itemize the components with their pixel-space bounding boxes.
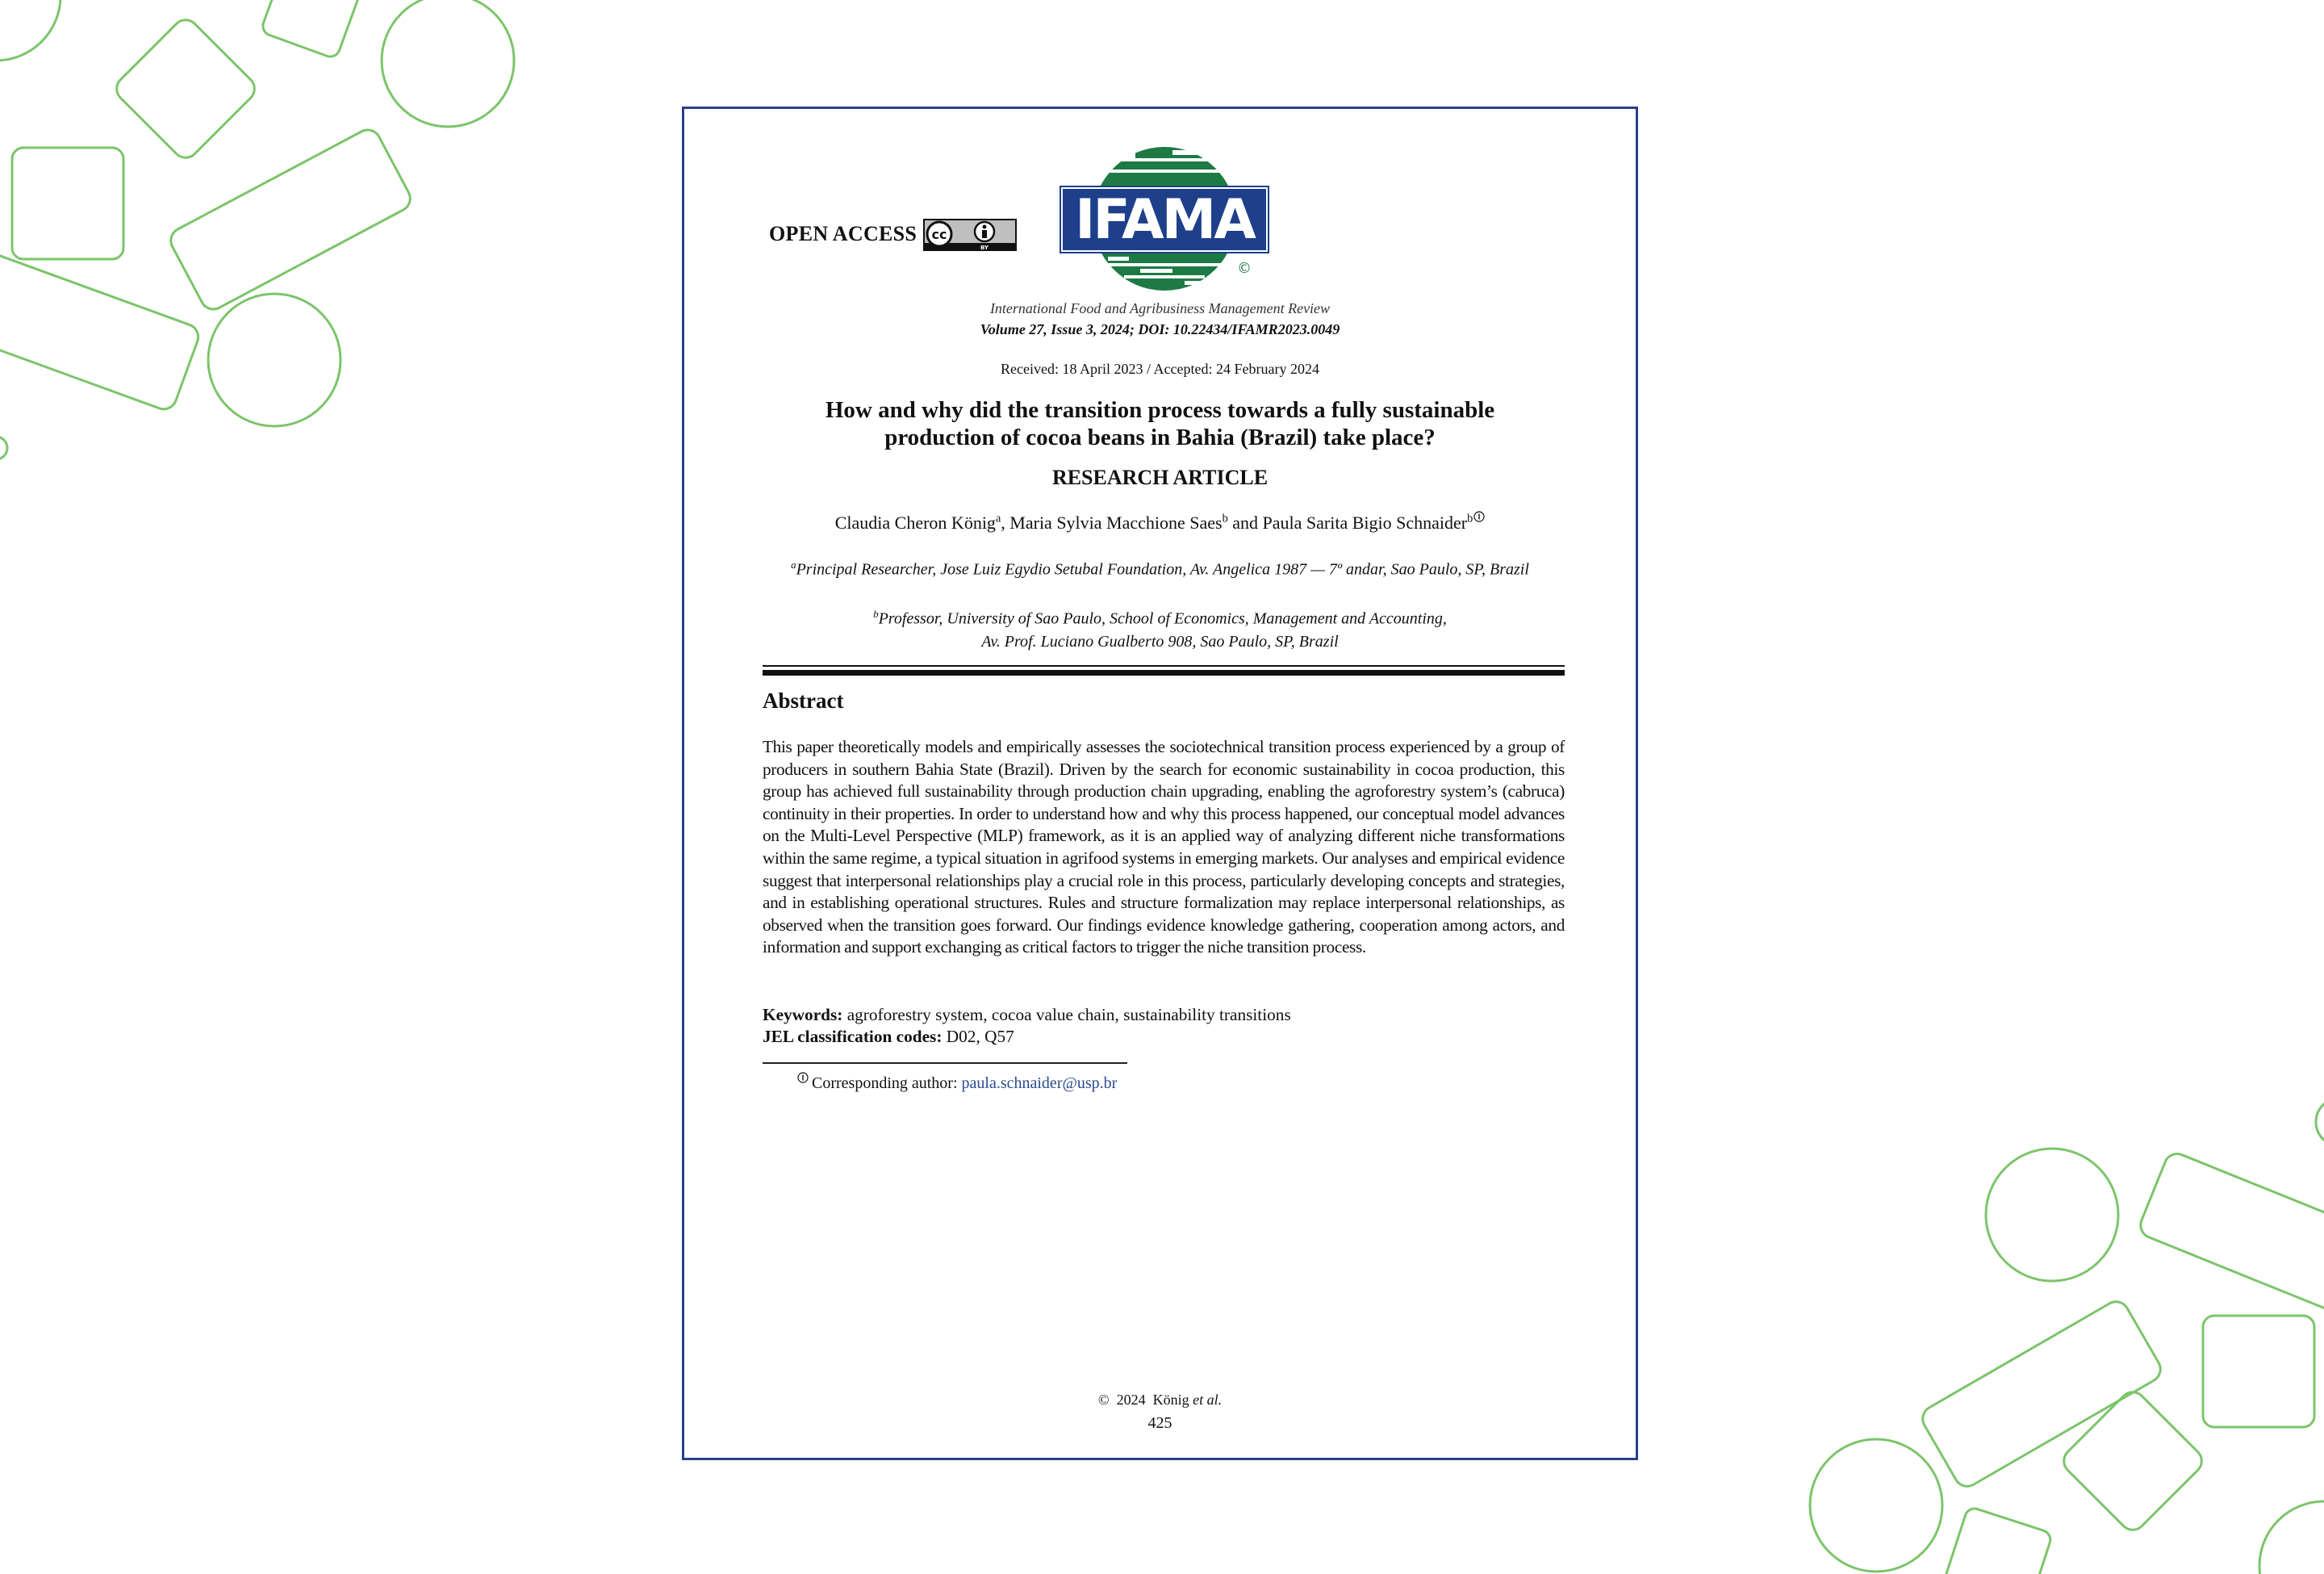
affiliation-a bbox=[684, 559, 1636, 580]
affiliation-mark: a bbox=[791, 559, 796, 571]
decor-circle bbox=[208, 294, 341, 426]
decor-circle bbox=[382, 0, 514, 127]
jel-label: JEL classification codes: bbox=[763, 1027, 943, 1046]
by-icon-text: BY bbox=[980, 245, 989, 251]
ifama-logo bbox=[1060, 144, 1269, 293]
affiliation-b bbox=[684, 603, 1636, 653]
logo-text: IFAMA bbox=[1075, 188, 1254, 252]
issue-doi-line: Volume 27, Issue 3, 2024; DOI: 10.22434/IFAMR2023.0049 bbox=[980, 321, 1340, 337]
page-number: 425 bbox=[1147, 1414, 1172, 1432]
header-divider-thick bbox=[763, 670, 1565, 676]
author-name: Maria Sylvia Macchione Saes bbox=[1009, 513, 1223, 533]
decor-rounded-rect bbox=[260, 0, 369, 59]
author-email-link[interactable]: paula.schnaider@usp.br bbox=[961, 1074, 1118, 1092]
decor-rounded-square bbox=[12, 148, 123, 259]
author-affiliation-mark: a bbox=[995, 512, 1001, 525]
decor-circle bbox=[1810, 1439, 1942, 1572]
author-list bbox=[684, 511, 1636, 534]
paper-page bbox=[682, 107, 1638, 1460]
footnote-divider bbox=[763, 1062, 1127, 1064]
keywords-value: agroforestry system, cocoa value chain, sustainability transitions bbox=[846, 1005, 1291, 1024]
affiliation-b-line-1: Professor, University of Sao Paulo, School of Economics, Management and Accounting, bbox=[878, 609, 1447, 628]
copyright-author: König bbox=[1152, 1392, 1189, 1408]
affiliation-mark: b bbox=[873, 608, 879, 620]
journal-name: International Food and Agribusiness Management Review bbox=[989, 300, 1331, 316]
copyright-et-al: et al. bbox=[1193, 1392, 1223, 1408]
footnote-label: Corresponding author: bbox=[812, 1074, 958, 1092]
copyright-line bbox=[684, 1392, 1636, 1409]
copyright-icon: © bbox=[1097, 1392, 1110, 1408]
cc-icon-text: cc bbox=[931, 227, 947, 242]
decor-rounded-square bbox=[2203, 1316, 2314, 1427]
decor-pill bbox=[166, 125, 415, 313]
decor-circle bbox=[2259, 1501, 2324, 1574]
author-name: Paula Sarita Bigio Schnaider bbox=[1262, 513, 1468, 533]
keywords-label: Keywords: bbox=[763, 1005, 843, 1024]
decor-circle bbox=[1986, 1149, 2118, 1281]
jel-value: D02, Q57 bbox=[946, 1027, 1014, 1046]
cc-by-license-icon[interactable] bbox=[923, 219, 1017, 251]
author-affiliation-mark: b bbox=[1222, 512, 1228, 525]
keywords-line bbox=[763, 1004, 1291, 1026]
author-separator: and bbox=[1227, 513, 1263, 533]
decor-pill bbox=[0, 249, 202, 413]
author-affiliation-mark: b bbox=[1467, 512, 1473, 525]
decor-diamond bbox=[2059, 1387, 2207, 1535]
article-type: RESEARCH ARTICLE bbox=[1051, 466, 1269, 489]
affiliation-b-line-2: Av. Prof. Luciano Gualberto 908, Sao Paulo, SP, Brazil bbox=[981, 632, 1339, 651]
decor-pill bbox=[2137, 1150, 2324, 1321]
author-separator: , bbox=[1001, 513, 1010, 533]
header-divider-thin bbox=[763, 665, 1565, 667]
open-access-label: OPEN ACCESS bbox=[769, 222, 917, 245]
author-name: Claudia Cheron König bbox=[834, 513, 996, 533]
decor-circle bbox=[0, 0, 61, 61]
decor-diamond bbox=[111, 15, 260, 163]
copyright-year: 2024 bbox=[1116, 1392, 1146, 1408]
title-line-2: production of cocoa beans in Bahia (Brazil) take place? bbox=[884, 425, 1436, 450]
corresponding-author-icon bbox=[797, 1072, 809, 1083]
abstract-body: This paper theoretically models and empirically assesses the sociotechnical transition process experienced by a group of producers in southern Bahia State (Brazil). Driven by the search for economic sustainability in cocoa production, this group has achieved full sustainability through production chain upgrading, enabling the agroforestry system’s (cabruca) continuity in their properties. In order to understand how and why this process happened, our conceptual model advances on the Multi-Level Perspective (MLP) framework, as it is an applied way of analyzing different niche transformations within the same regime, a typical situation in agrifood systems in emerging markets. Our analyses and empirical evidence suggest that interpersonal relationships play a crucial role in this process, particularly developing concepts and strategies, and in establishing operational structures. Rules and structure formalization may replace interpersonal relationships, as observed when the transition goes forward. Our findings evidence knowledge gathering, cooperation among actors, and information and support exchanging as critical factors to trigger the niche transition process. bbox=[763, 737, 1565, 957]
affiliation-a-text: Principal Researcher, Jose Luiz Egydio Setubal Foundation, Av. Angelica 1987 — 7º andar, Sao Paulo, SP, Brazil bbox=[796, 560, 1529, 579]
abstract-heading: Abstract bbox=[763, 689, 844, 713]
article-title bbox=[684, 396, 1636, 451]
received-accepted-dates: Received: 18 April 2023 / Accepted: 24 February 2024 bbox=[1001, 361, 1319, 377]
corresponding-author-footnote bbox=[797, 1072, 1117, 1093]
decor-rounded-rect bbox=[1938, 1506, 2053, 1574]
title-line-1: How and why did the transition process towards a fully sustainable bbox=[825, 397, 1495, 423]
corresponding-author-icon bbox=[1473, 511, 1485, 522]
logo-copyright-icon: © bbox=[1237, 260, 1252, 277]
jel-codes-line bbox=[763, 1026, 1014, 1048]
decor-circle bbox=[0, 437, 7, 459]
decor-circle bbox=[2316, 1098, 2324, 1146]
